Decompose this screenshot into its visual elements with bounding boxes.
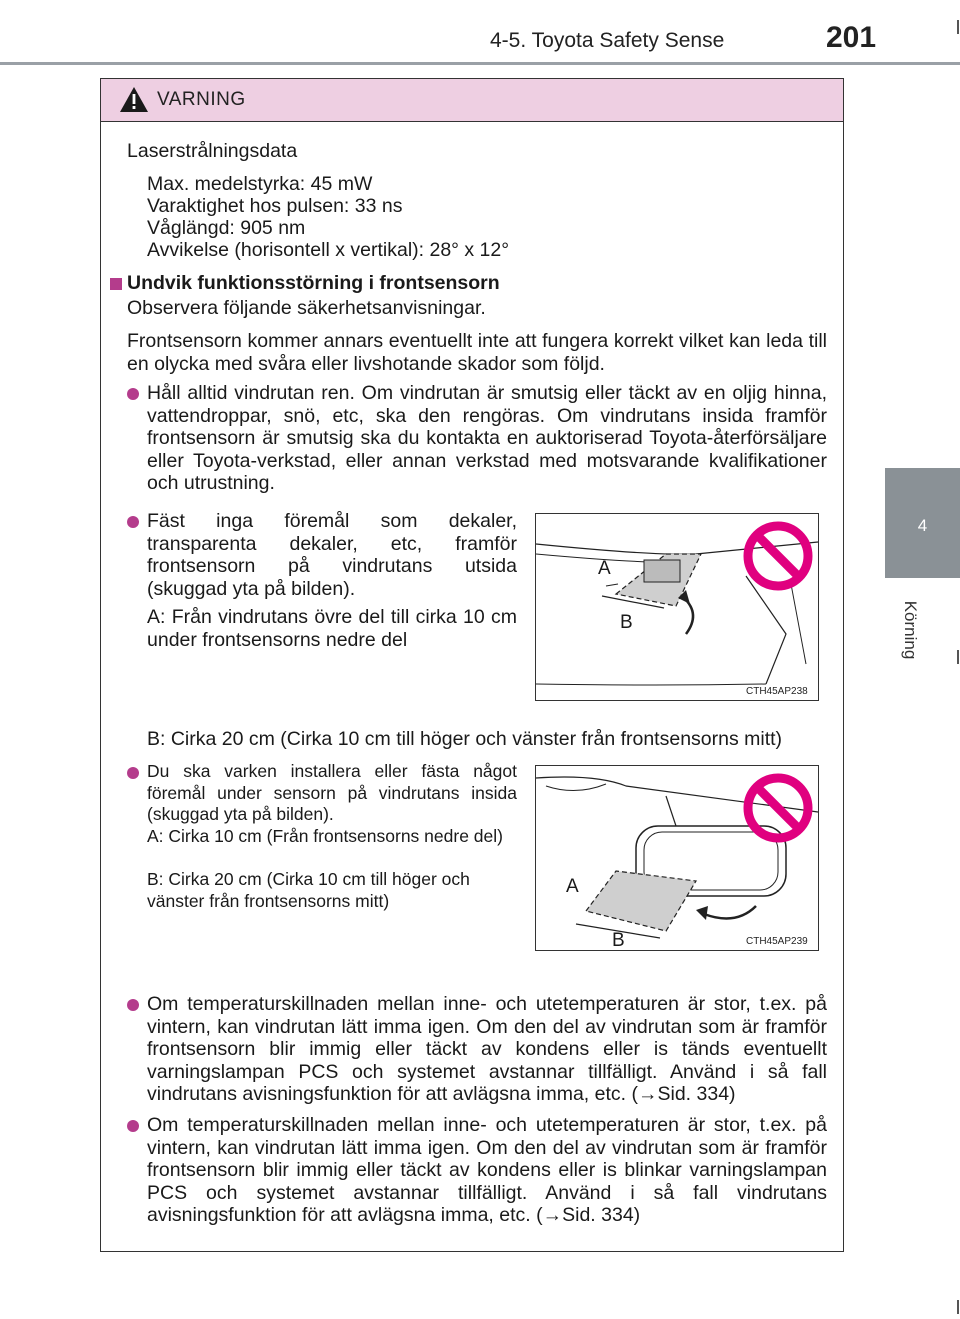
label-b: B [612, 930, 625, 951]
warning-header [101, 79, 843, 122]
page-number: 201 [826, 21, 877, 54]
crop-mark [957, 650, 959, 664]
label-a: A [598, 558, 611, 579]
subheading: Undvik funktionsstörning i frontsensorn [127, 272, 500, 294]
bullet-no-stickers-b: B: Cirka 20 cm (Cirka 10 cm till höger och vänster från frontsensorns mitt) [147, 728, 783, 750]
header-divider [0, 62, 960, 65]
page-ref-link[interactable]: Sid. 334) [562, 1204, 641, 1226]
chapter-tab [885, 468, 960, 578]
bullet-icon [127, 1120, 139, 1132]
page-ref-link[interactable]: Sid. 334) [657, 1083, 736, 1105]
intro-text: Observera följande säkerhetsanvisningar. [127, 297, 486, 319]
prohibited-icon [742, 520, 814, 592]
crop-mark [957, 20, 959, 34]
bullet-no-objects: Du ska varken installera eller fästa något föremål under sensorn på vindrutans insida (skuggad yta på bilden). [147, 761, 517, 824]
figure-windshield-inside [535, 765, 819, 951]
label-b: B [620, 612, 633, 633]
section-title: 4-5. Toyota Safety Sense [490, 29, 725, 52]
bullet-fog-pcs-on [147, 993, 827, 1106]
chapter-label: Körning [901, 600, 920, 660]
bullet-no-objects-a: A: Cirka 10 cm (Från frontsensorns nedre del) [147, 826, 503, 846]
laser-spec: Varaktighet hos pulsen: 33 ns [147, 195, 403, 217]
section-marker-icon [110, 278, 122, 290]
bullet-icon [127, 999, 139, 1011]
bullet-fog-pcs-on-text: Om temperaturskillnaden mellan inne- och utetemperaturen är stor, t.ex. på vintern, kan vindrutan lätt imma igen. Om den del av vindrutan som är framför frontsensorn blir immig eller täckt av kondens eller is tänds eventuellt varningslampan PCS och systemet avstannar tillfälligt. Använd i så fall vindrutans avisningsfunktion för att avlägsna imma, etc. ( [147, 993, 827, 1105]
bullet-no-objects-b: B: Cirka 20 cm (Cirka 10 cm till höger och vänster från frontsensorns mitt) [147, 869, 470, 911]
bullet-fog-pcs-blink-text: Om temperaturskillnaden mellan inne- och utetemperaturen är stor, t.ex. på vintern, kan vindrutan lätt imma igen. Om den del av vindrutan som är framför frontsensorn blir immig eller täckt av kondens eller is blinkar varningslampan PCS och systemet avstannar tillfälligt. Använd i så fall vindrutans avisningsfunktion för att avlägsna imma, etc. ( [147, 1114, 827, 1226]
crop-mark [957, 1300, 959, 1314]
laser-spec: Max. medelstyrka: 45 mW [147, 173, 373, 195]
prohibited-icon [742, 772, 814, 844]
arrow-icon: → [638, 1083, 658, 1105]
bullet-icon [127, 767, 139, 779]
figure-code: CTH45AP238 [746, 686, 808, 697]
laser-heading: Laserstrålningsdata [127, 140, 298, 162]
laser-spec: Avvikelse (horisontell x vertikal): 28° x 12° [147, 239, 510, 261]
laser-spec: Våglängd: 905 nm [147, 217, 306, 239]
intro-text-2: Frontsensorn kommer annars eventuellt inte att fungera korrekt vilket kan leda till en olycka med svåra eller livshotande skador som följd. [127, 330, 827, 375]
bullet-fog-pcs-blink [147, 1114, 827, 1227]
arrow-icon: → [542, 1204, 563, 1226]
bullet-icon [127, 516, 139, 528]
warning-box [100, 78, 844, 1252]
chapter-number: 4 [917, 516, 928, 535]
bullet-icon [127, 388, 139, 400]
bullet-clean-windshield: Håll alltid vindrutan ren. Om vindrutan är smutsig eller täckt av en oljig hinna, vattendroppar, snö, etc, ska den rengöras. Om vindrutans insida framför frontsensorn är smutsig ska du kontakta en auktoriserad Toyota-återförsäljare eller Toyota-verkstad, eller annan verkstad med motsvarande kvalifikationer och utrustning. [147, 382, 827, 494]
bullet-no-stickers-a: A: Från vindrutans övre del till cirka 10 cm under frontsensorns nedre del [147, 606, 517, 651]
warning-title: VARNING [157, 89, 246, 110]
figure-code: CTH45AP239 [746, 936, 808, 947]
warning-triangle-icon [119, 86, 149, 113]
figure-windshield-outside [535, 513, 819, 701]
bullet-no-stickers: Fäst inga föremål som dekaler, transparenta dekaler, etc, framför frontsensorn på vindrutans utsida (skuggad yta på bilden). [147, 510, 517, 600]
label-a: A [566, 876, 579, 897]
